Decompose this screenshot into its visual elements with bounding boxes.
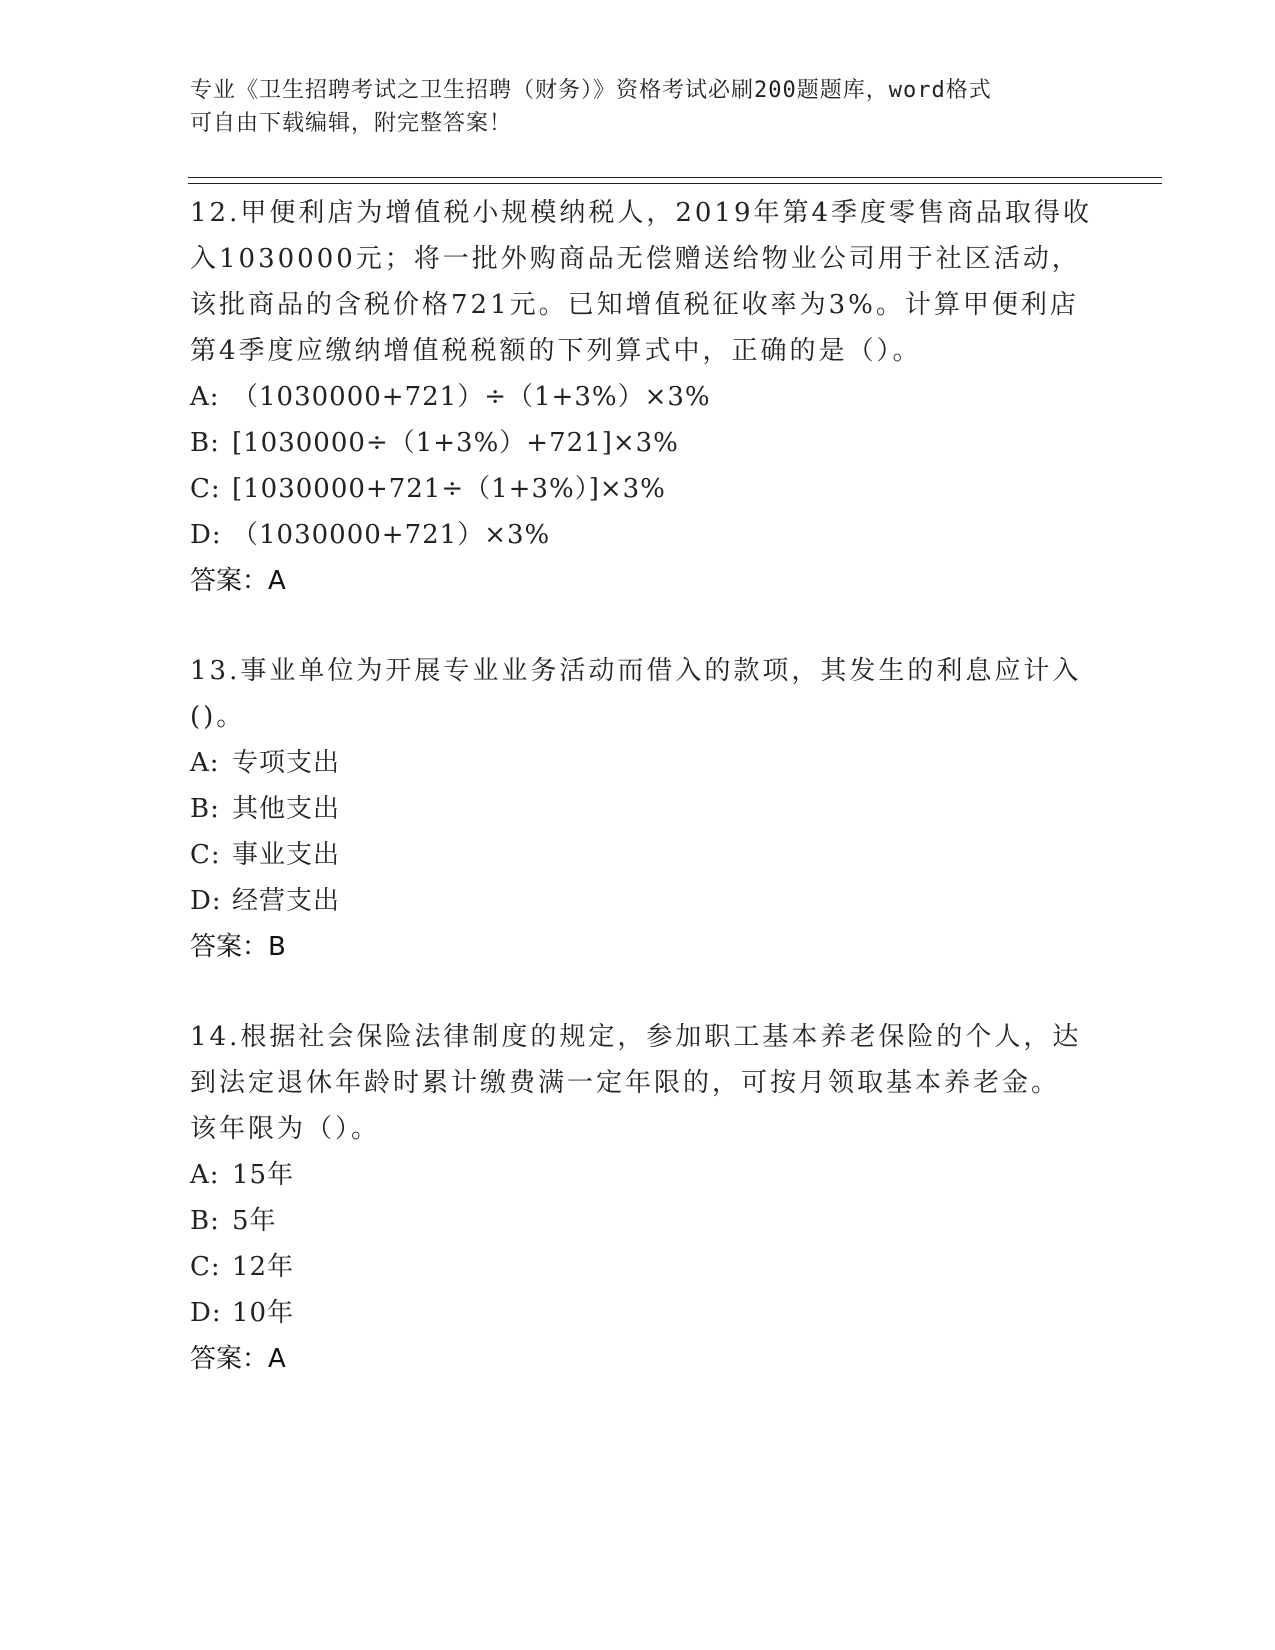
stem-line: 14.根据社会保险法律制度的规定，参加职工基本养老保险的个人，达: [190, 1022, 1082, 1052]
option-letter: B:: [190, 794, 220, 824]
answer-line: 答案：B: [190, 932, 286, 962]
header-line-2: 可自由下载编辑，附完整答案！: [190, 111, 513, 136]
answer-line: 答案：A: [190, 566, 286, 596]
option-c: [190, 466, 1090, 512]
option-letter: C:: [190, 474, 221, 504]
option-text: 经营支出: [232, 886, 341, 916]
stem-line: 第4季度应缴纳增值税税额的下列算式中，正确的是（）。: [190, 336, 922, 366]
option-a: [190, 740, 1090, 786]
option-d: [190, 878, 1090, 924]
option-letter: C:: [190, 840, 221, 870]
question-13: [190, 648, 1090, 970]
option-a: [190, 374, 1090, 420]
stem-line: 该批商品的含税价格721元。已知增值税征收率为3%。计算甲便利店: [190, 290, 1079, 320]
option-letter: A:: [190, 382, 220, 412]
stem-line: 该年限为（）。: [190, 1114, 381, 1144]
option-b: [190, 420, 1090, 466]
question-stem: [190, 190, 1093, 374]
stem-line: 入1030000元；将一批外购商品无偿赠送给物业公司用于社区活动，: [190, 244, 1081, 274]
option-letter: D:: [190, 520, 222, 550]
option-text: 12年: [232, 1252, 295, 1282]
option-text: 专项支出: [232, 748, 341, 778]
option-letter: C:: [190, 1252, 221, 1282]
option-text: [1030000+721÷（1+3%）]×3%: [232, 474, 666, 504]
option-letter: D:: [190, 886, 222, 916]
answer-line: 答案：A: [190, 1344, 286, 1374]
option-letter: A:: [190, 748, 220, 778]
header-divider-bottom: [188, 183, 1162, 184]
option-text: 事业支出: [232, 840, 341, 870]
option-letter: B:: [190, 1206, 220, 1236]
option-letter: A:: [190, 1160, 220, 1190]
option-a: [190, 1152, 1090, 1198]
option-text: 15年: [232, 1160, 295, 1190]
header-divider-top: [188, 177, 1162, 178]
option-text: 5年: [232, 1206, 277, 1236]
stem-line: 12.甲便利店为增值税小规模纳税人，2019年第4季度零售商品取得收: [190, 198, 1093, 228]
option-text: 其他支出: [232, 794, 341, 824]
option-b: [190, 786, 1090, 832]
stem-line: 到法定退休年龄时累计缴费满一定年限的，可按月领取基本养老金。: [190, 1068, 1061, 1098]
question-12: [190, 190, 1093, 604]
stem-line: ()。: [190, 702, 246, 732]
option-text: [1030000÷（1+3%）+721]×3%: [232, 428, 679, 458]
option-letter: D:: [190, 1298, 222, 1328]
option-c: [190, 1244, 1090, 1290]
option-b: [190, 1198, 1090, 1244]
option-text: （1030000+721）÷（1+3%）×3%: [232, 382, 711, 412]
question-stem: [190, 1014, 1090, 1152]
option-letter: B:: [190, 428, 220, 458]
header-line-1: 专业《卫生招聘考试之卫生招聘（财务）》资格考试必刷200题题库，word格式: [190, 78, 992, 103]
stem-line: 13.事业单位为开展专业业务活动而借入的款项，其发生的利息应计入: [190, 656, 1082, 686]
option-d: [190, 1290, 1090, 1336]
option-d: [190, 512, 1090, 558]
document-header: [190, 74, 1070, 140]
option-text: （1030000+721）×3%: [232, 520, 551, 550]
question-stem: [190, 648, 1090, 740]
option-c: [190, 832, 1090, 878]
option-text: 10年: [232, 1298, 295, 1328]
question-14: [190, 1014, 1090, 1382]
